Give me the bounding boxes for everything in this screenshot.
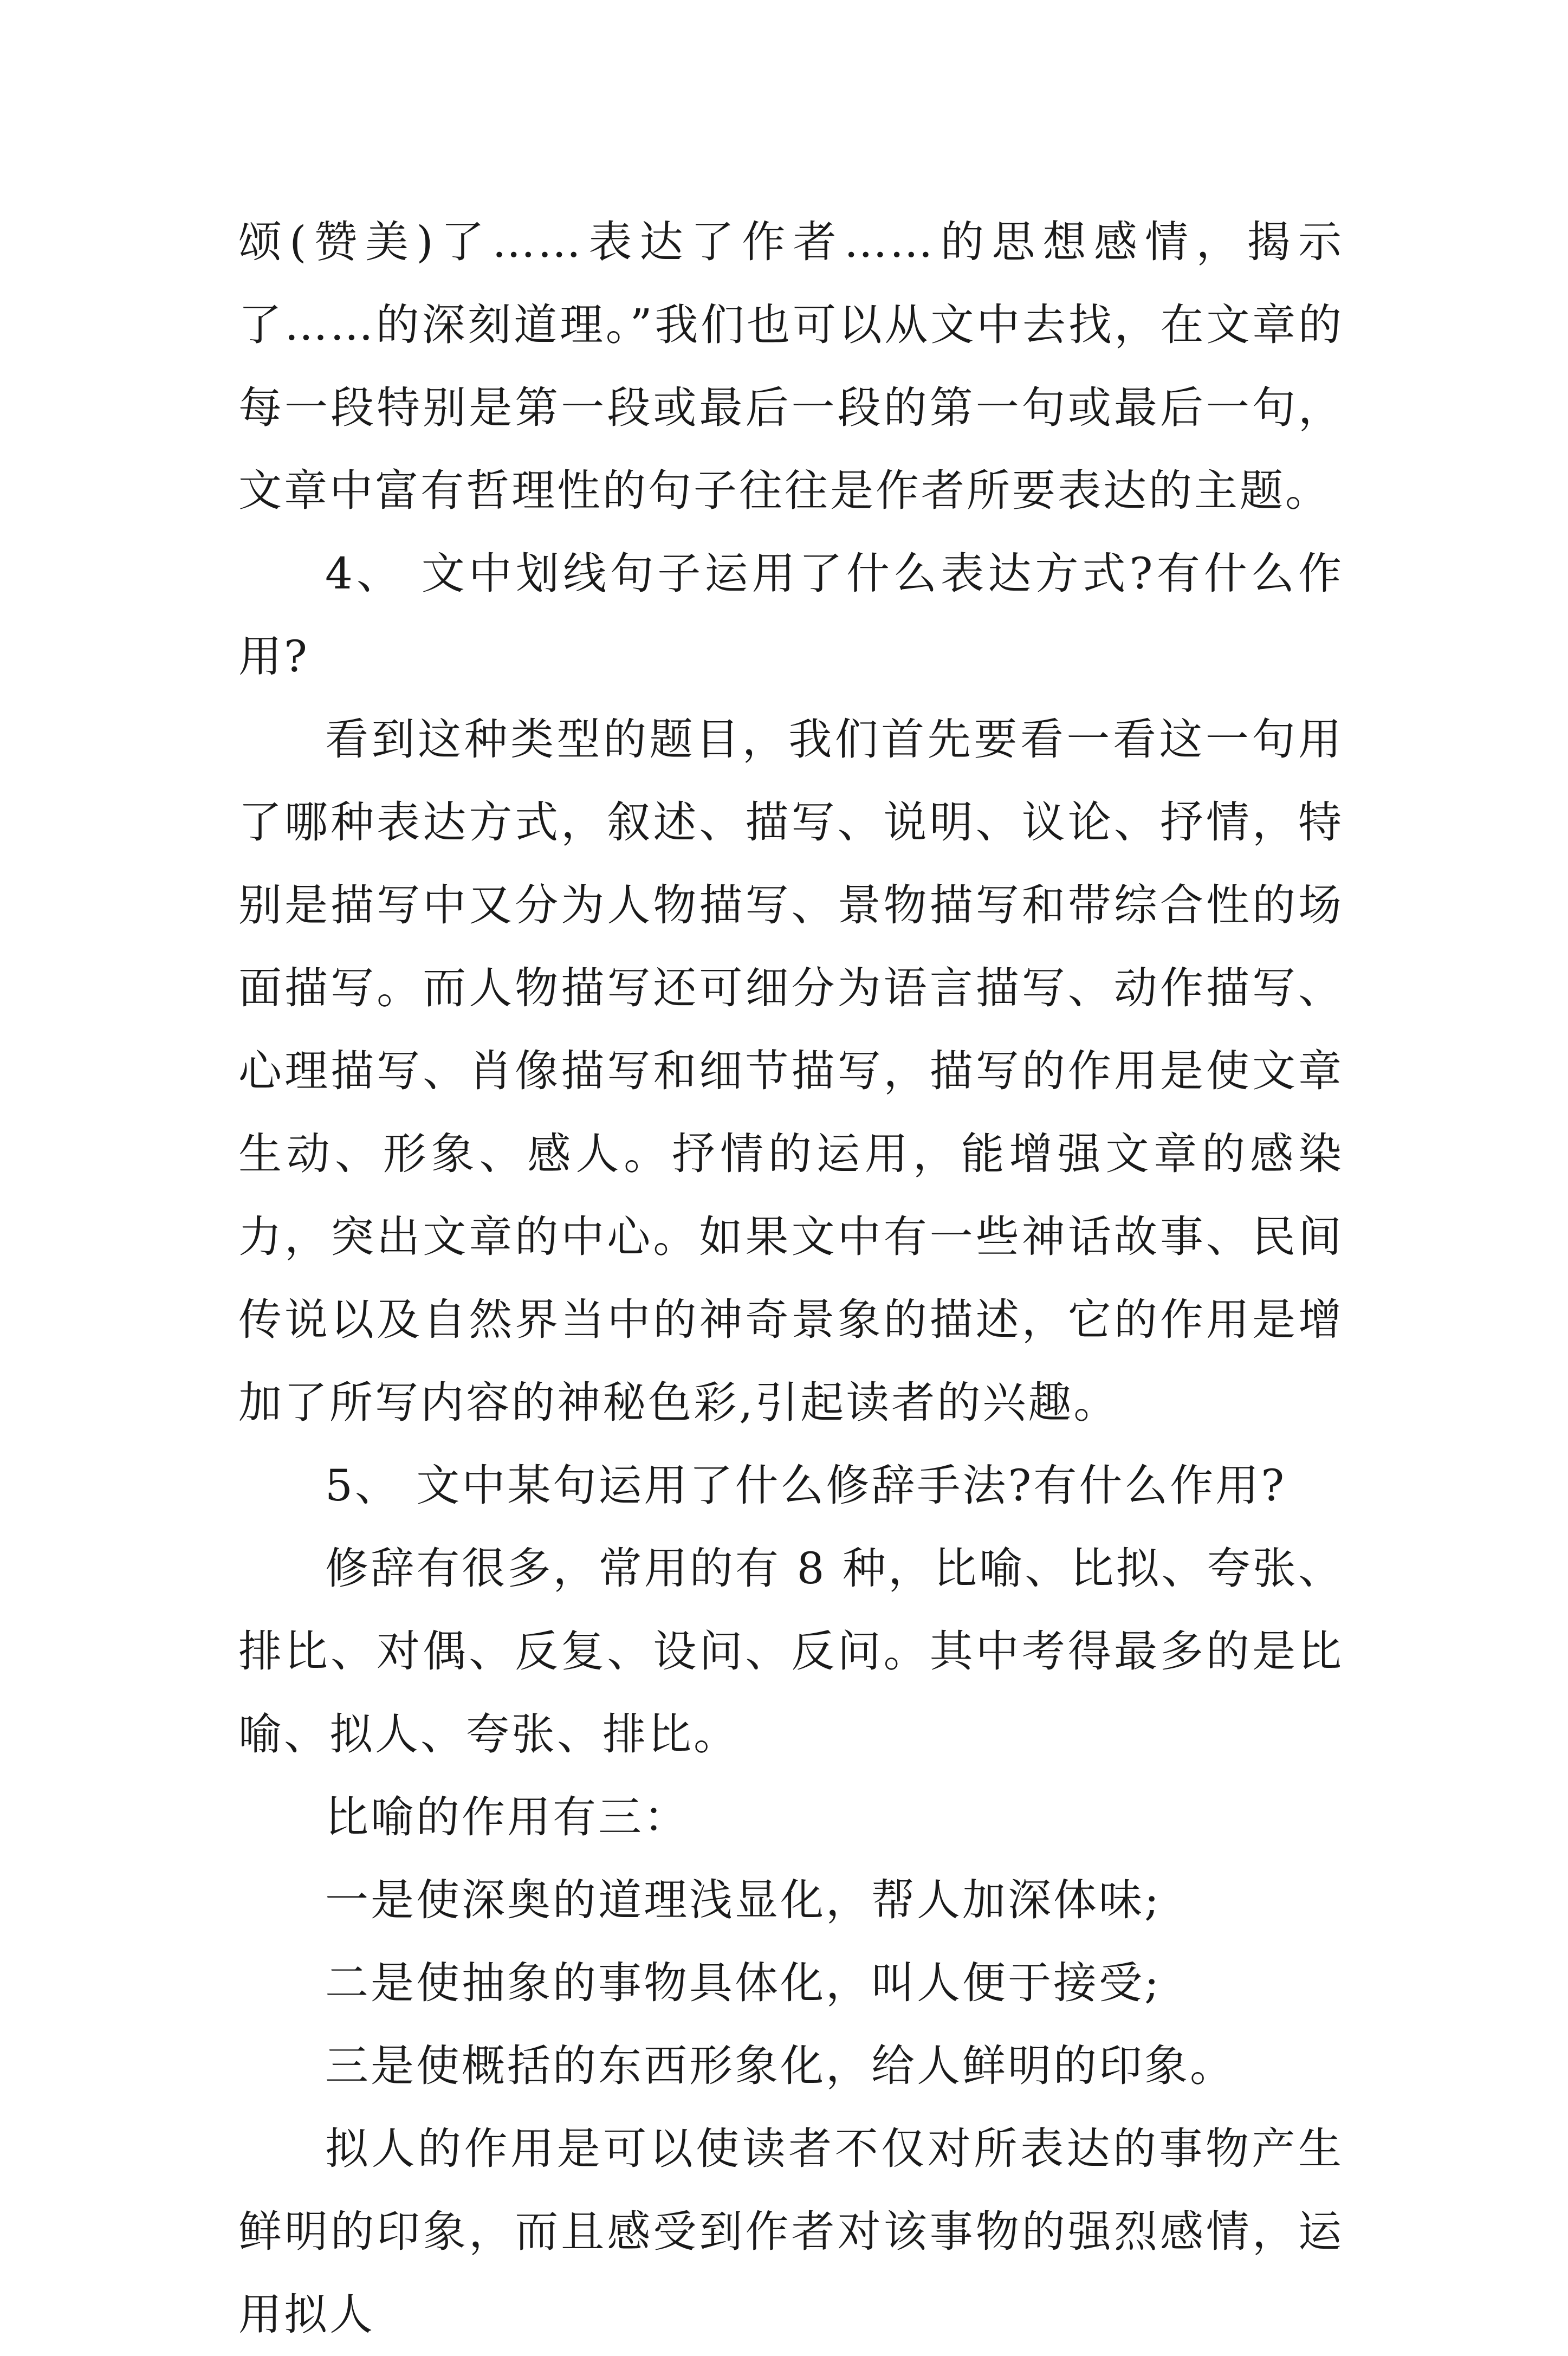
question-4-heading: 4、 文中划线句子运用了什么表达方式?有什么作用? [238, 548, 1344, 682]
question-5-heading: 5、 文中某句运用了什么修辞手法?有什么作用? [325, 1460, 1287, 1511]
paragraph-rhetoric: 修辞有很多，常用的有 8 种，比喻、比拟、夸张、排比、对偶、反复、设问、反问。其中考得最多的是比喻、拟人、夸张、排比。 [238, 1543, 1344, 1759]
paragraph-metaphor-intro: 比喻的作用有三： [325, 1792, 689, 1842]
paragraph-1: 颂(赞美)了……表达了作者……的思想感情，揭示了……的深刻道理。”我们也可以从文中去找，在文章的每一段特别是第一段或最后一段的第一句或最后一句，文章中富有哲理性的句子往往是作者所要表达的主题。 [238, 217, 1344, 516]
metaphor-point-2: 二是使抽象的事物具体化，叫人便于接受; [325, 1958, 1161, 2008]
paragraph-personification: 拟人的作用是可以使读者不仅对所表达的事物产生鲜明的印象，而且感受到作者对该事物的强烈感情，运用拟人 [238, 2124, 1344, 2340]
metaphor-point-1: 一是使深奥的道理浅显化，帮人加深体味; [325, 1875, 1161, 1925]
paragraph-expression-methods: 看到这种类型的题目，我们首先要看一看这一句用了哪种表达方式，叙述、描写、说明、议论、抒情，特别是描写中又分为人物描写、景物描写和带综合性的场面描写。而人物描写还可细分为语言描写、动作描写、心理描写、肖像描写和细节描写，描写的作用是使文章生动、形象、感人。抒情的运用，能增强文章的感染力，突出文章的中心。如果文中有一些神话故事、民间传说以及自然界当中的神奇景象的描述，它的作用是增加了所写内容的神秘色彩,引起读者的兴趣。 [238, 714, 1344, 1428]
metaphor-point-3: 三是使概括的东西形象化，给人鲜明的印象。 [325, 2041, 1235, 2091]
document-body [238, 200, 1344, 2356]
